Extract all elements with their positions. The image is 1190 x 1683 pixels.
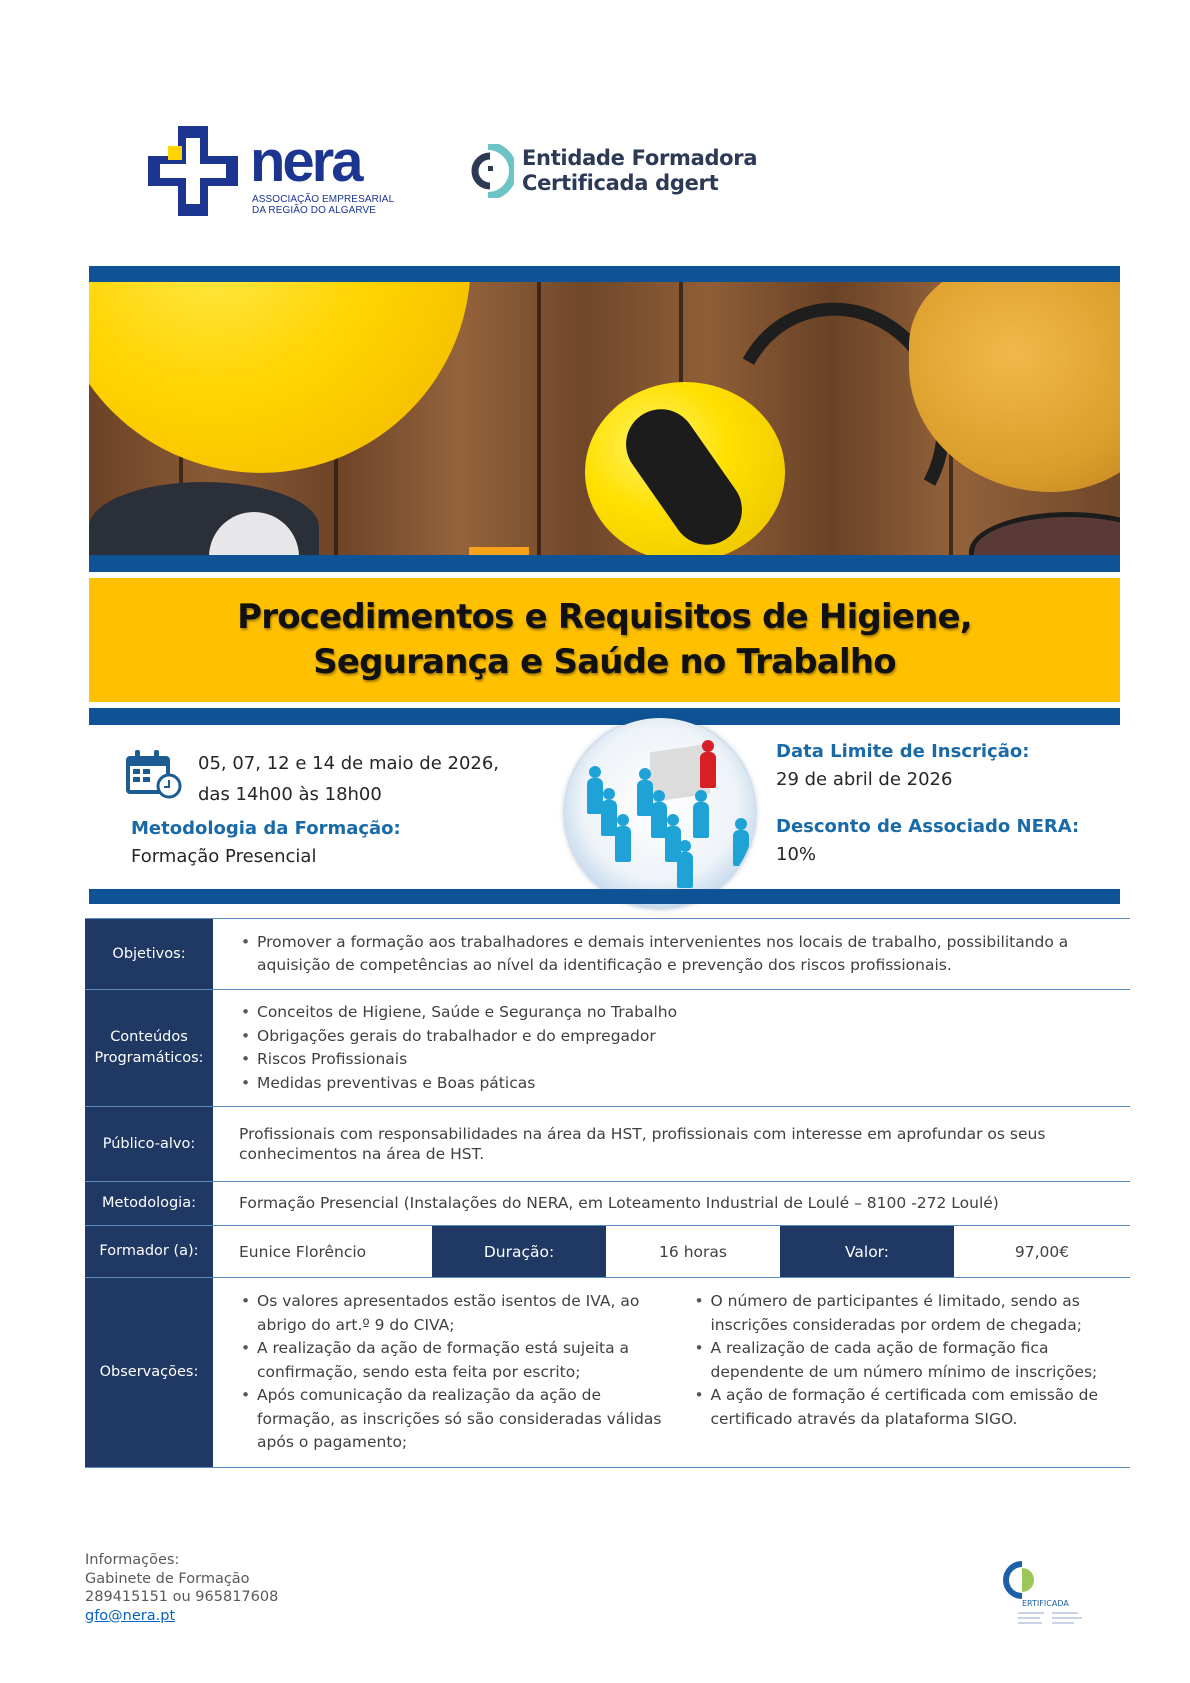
note-item: • A ação de formação é certificada com emissão de certificado através da plataforma SIGO.: [693, 1384, 1123, 1431]
objectives-content: [213, 919, 1130, 990]
blue-band-above-table: [89, 889, 1120, 904]
objectives-item: • Promover a formação aos trabalhadores e demais intervenientes nos locais de trabalho, possibilitando a aquisição de competências ao nível da identificação e prevenção dos riscos profissionais.: [239, 931, 1130, 978]
schedule-dates: 05, 07, 12 e 14 de maio de 2026,: [198, 753, 500, 774]
dgert-line1: Entidade Formadora: [522, 146, 758, 170]
deadline-label: Data Limite de Inscrição:: [776, 741, 1030, 762]
dgert-text: [522, 146, 757, 196]
contents-label-line2: Programáticos:: [94, 1050, 204, 1066]
orange-object-shape: [469, 547, 529, 555]
nera-cross-icon: [148, 126, 238, 216]
blue-band-under-image: [89, 555, 1120, 572]
notes-left-column: [239, 1290, 693, 1455]
contents-label: [85, 990, 213, 1107]
duration-label: Duração:: [432, 1226, 606, 1277]
deadline-value: 29 de abril de 2026: [776, 769, 953, 790]
methodology-row-label: Metodologia:: [85, 1182, 213, 1226]
email-link[interactable]: gfo@nera.pt: [85, 1607, 176, 1624]
price-value: 97,00€: [1014, 1242, 1070, 1261]
course-title-box: [89, 578, 1120, 702]
notes-right-column: [693, 1290, 1131, 1455]
contents-item: • Conceitos de Higiene, Saúde e Segurança no Trabalho: [239, 1001, 1130, 1025]
course-title: [237, 595, 972, 685]
nera-subtitle: [252, 194, 394, 216]
note-item: • A realização de cada ação de formação fica dependente de um número mínimo de inscrições;: [693, 1337, 1123, 1384]
seal-text: ERTIFICADA: [1022, 1599, 1069, 1608]
price-label: Valor:: [780, 1226, 954, 1277]
dgert-logo: [466, 142, 766, 202]
contents-list: [213, 990, 1130, 1107]
department: Gabinete de Formação: [85, 1570, 250, 1587]
training-globe-illustration: [565, 718, 755, 908]
contents-item: • Obrigações gerais do trabalhador e do empregador: [239, 1025, 1130, 1049]
nera-subtitle-line1: ASSOCIAÇÃO EMPRESARIAL: [252, 194, 395, 205]
nera-wordmark: nera: [250, 129, 361, 194]
trainer-label: Formador (a):: [85, 1226, 213, 1278]
course-details-table: [85, 918, 1130, 1468]
trainer-name: Eunice Florêncio: [239, 1242, 367, 1261]
hard-hat-shape: [89, 282, 510, 512]
methodology-row-text: Formação Presencial (Instalações do NERA, em Loteamento Industrial de Loulé – 8100 -272 Loulé): [239, 1193, 999, 1212]
methodology-value: Formação Presencial: [131, 846, 317, 867]
certification-seal-icon: [1000, 1560, 1090, 1630]
contents-item: • Riscos Profissionais: [239, 1048, 1130, 1072]
calendar-clock-icon: [126, 750, 182, 800]
row-notes: [85, 1278, 1130, 1468]
schedule: [198, 748, 499, 810]
audience-label: Público-alvo:: [85, 1107, 213, 1182]
row-contents: [85, 990, 1130, 1107]
blue-band-top: [89, 266, 1120, 282]
row-objectives: [85, 919, 1130, 990]
discount-label: Desconto de Associado NERA:: [776, 816, 1080, 837]
note-item: • Os valores apresentados estão isentos de IVA, ao abrigo do art.º 9 do CIVA;: [239, 1290, 669, 1337]
dgert-line2: Certificada dgert: [522, 171, 719, 195]
hero-image: [89, 282, 1120, 555]
row-trainer: [85, 1226, 1130, 1278]
contents-item: • Medidas preventivas e Boas páticas: [239, 1072, 1130, 1096]
course-title-line1: Procedimentos e Requisitos de Higiene,: [237, 597, 972, 637]
audience-text: Profissionais com responsabilidades na área da HST, profissionais com interesse em aprofundar os seus conhecimentos na área de HST.: [239, 1125, 1046, 1163]
methodology-label: Metodologia da Formação:: [131, 818, 401, 839]
contents-label-line1: Conteúdos: [110, 1029, 188, 1045]
objectives-label: Objetivos:: [85, 919, 213, 990]
course-title-line2: Segurança e Saúde no Trabalho: [313, 642, 896, 682]
row-audience: [85, 1107, 1130, 1182]
note-item: • Após comunicação da realização da ação de formação, as inscrições só são consideradas válidas após o pagamento;: [239, 1384, 669, 1455]
schedule-hours: das 14h00 às 18h00: [198, 784, 382, 805]
notes-content: [213, 1278, 1130, 1468]
blue-band-under-title: [89, 708, 1120, 725]
phone-numbers: 289415151 ou 965817608: [85, 1589, 279, 1605]
notes-label: Observações:: [85, 1278, 213, 1468]
row-methodology: [85, 1182, 1130, 1226]
dgert-mark-icon: [466, 144, 514, 198]
trainer-duration-price: [213, 1226, 1130, 1278]
duration-value: 16 horas: [659, 1242, 727, 1261]
boot-shape: [969, 512, 1120, 555]
nera-logo: [148, 126, 408, 222]
discount-value: 10%: [776, 844, 817, 865]
note-item: • A realização da ação de formação está sujeita a confirmação, sendo esta feita por escrito;: [239, 1337, 669, 1384]
contact-info: [85, 1551, 278, 1625]
nera-subtitle-line2: DA REGIÃO DO ALGARVE: [252, 205, 377, 216]
note-item: • O número de participantes é limitado, sendo as inscrições consideradas por ordem de chegada;: [693, 1290, 1123, 1337]
info-label: Informações:: [85, 1552, 180, 1568]
